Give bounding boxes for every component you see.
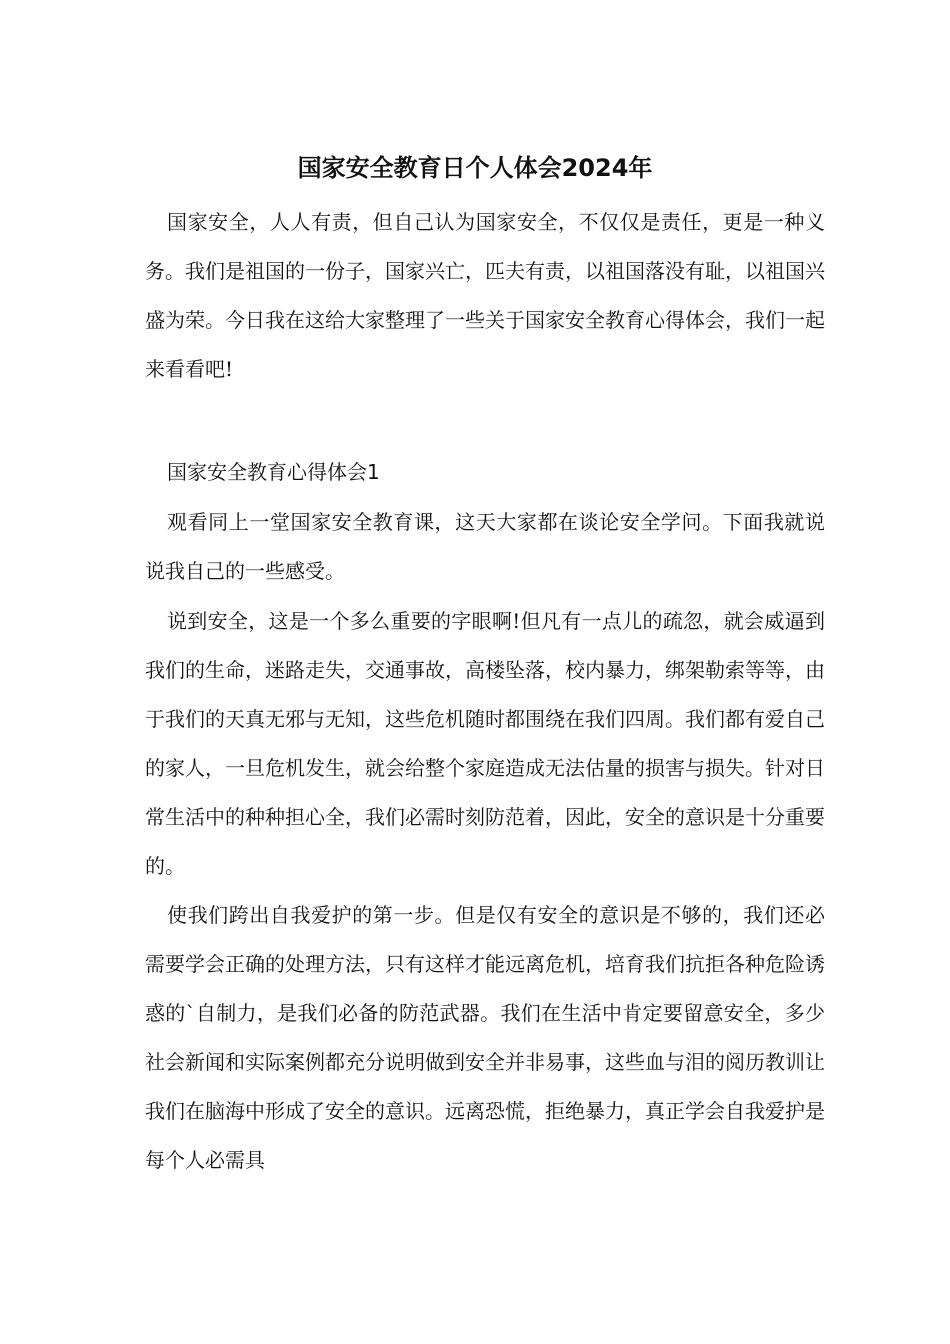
body-paragraph: 说到安全，这是一个多么重要的字眼啊!但凡有一点儿的疏忽，就会威逼到我们的生命，迷路走失，交通事故，高楼坠落，校内暴力，绑架勒索等等，由于我们的天真无邪与无知，这些危机随时都围绕在我们四周。我们都有爱自己的家人，一旦危机发生，就会给整个家庭造成无法估量的损害与损失。针对日常生活中的种种担心全，我们必需时刻防范着，因此，安全的意识是十分重要的。	[145, 609, 825, 878]
paragraph-block	[145, 891, 825, 1185]
section-heading: 国家安全教育心得体会1	[167, 460, 380, 484]
body-paragraph: 使我们跨出自我爱护的第一步。但是仅有安全的意识是不够的，我们还必需要学会正确的处理方法，只有这样才能远离危机，培育我们抗拒各种危险诱惑的`自制力，是我们必备的防范武器。我们在生活中肯定要留意安全，多少社会新闻和实际案例都充分说明做到安全并非易事，这些血与泪的阅历教训让我们在脑海中形成了安全的意识。远离恐慌，拒绝暴力，真正学会自我爱护是每个人必需具	[145, 903, 825, 1172]
paragraph-block	[145, 597, 825, 891]
intro-block	[145, 198, 825, 394]
body-paragraph: 观看同上一堂国家安全教育课，这天大家都在谈论安全学问。下面我就说说我自己的一些感受。	[145, 510, 825, 583]
intro-paragraph: 国家安全，人人有责，但自己认为国家安全，不仅仅是责任，更是一种义务。我们是祖国的一份子，国家兴亡，匹夫有责，以祖国落没有耻，以祖国兴盛为荣。今日我在这给大家整理了一些关于国家安全教育心得体会，我们一起来看看吧!	[145, 210, 825, 381]
document-title: 国家安全教育日个人体会2024年	[297, 154, 653, 182]
paragraph-block	[145, 498, 825, 596]
